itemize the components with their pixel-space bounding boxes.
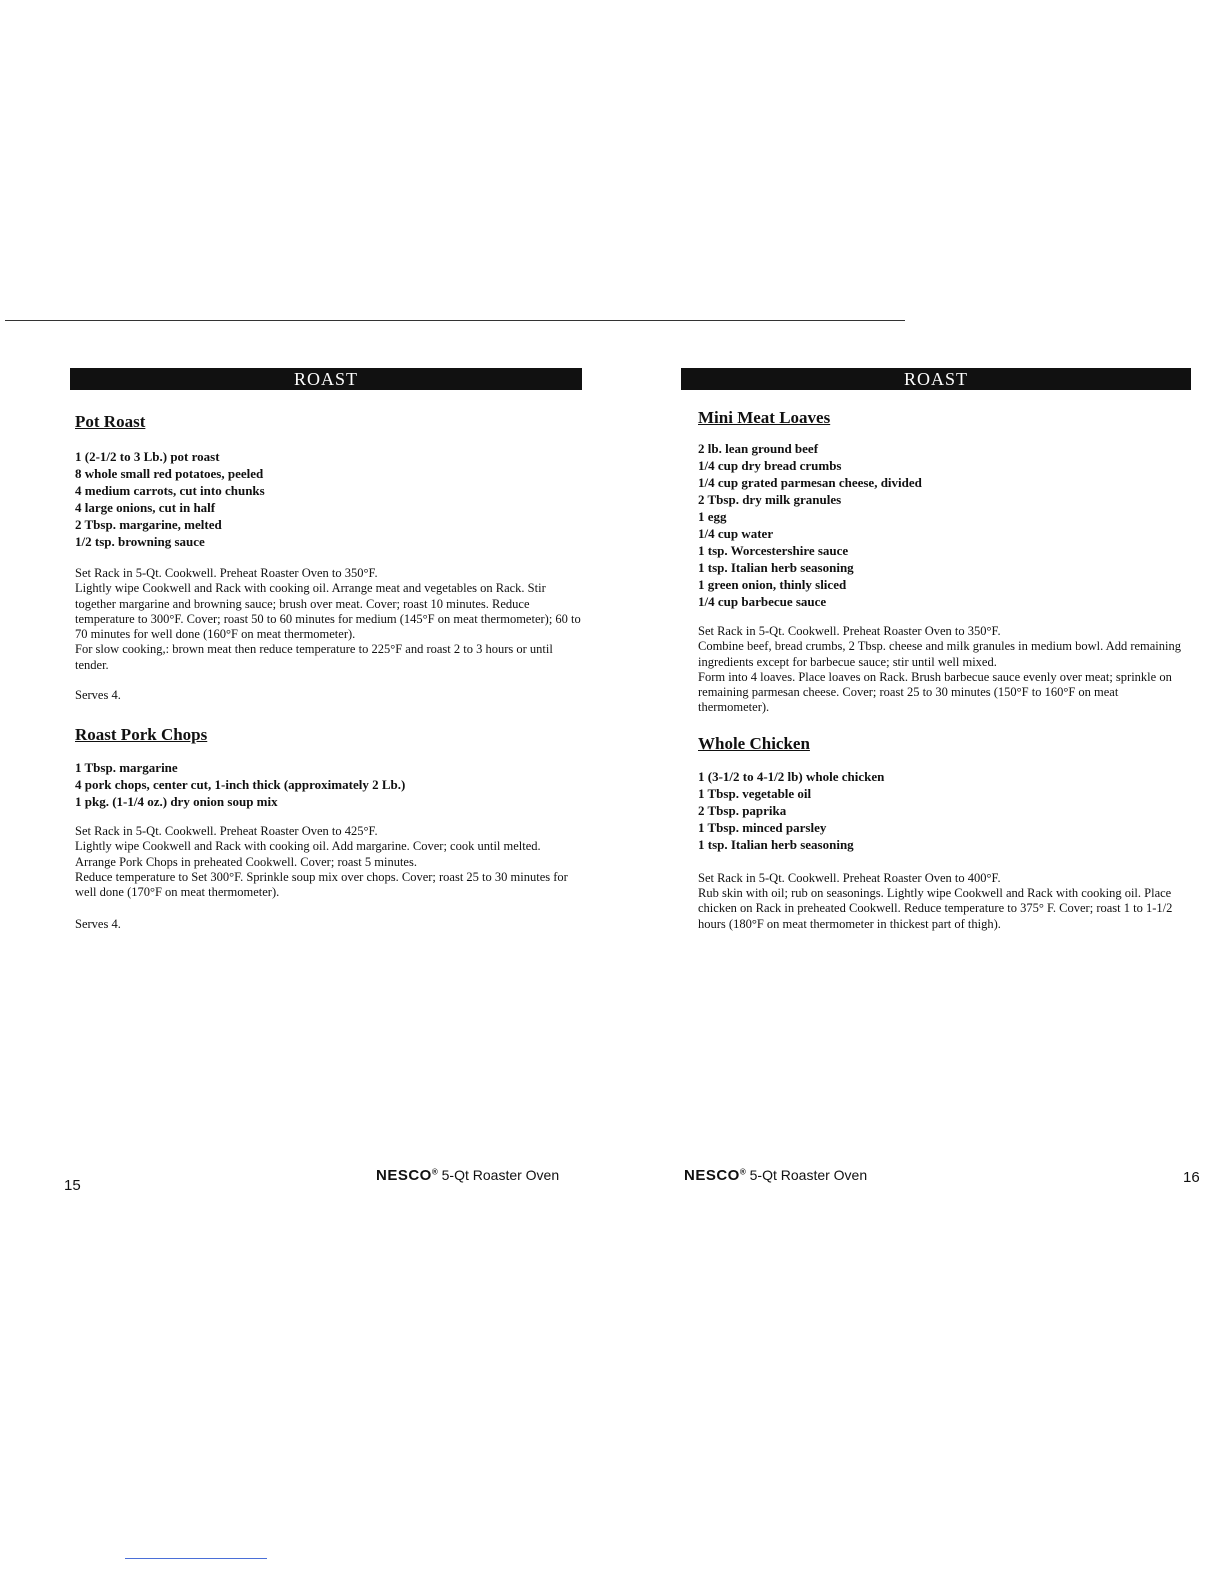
directions [698,871,1191,932]
ingredient-list [698,440,1191,610]
direction-step: Rub skin with oil; rub on seasonings. Lightly wipe Cookwell and Rack with cooking oil. Place chicken on Rack in preheated Cookwell. Reduce temperature to 375° F. Cover; roast 1 to 1-1/2 hours (180°F on meat thermometer in thickest part of thigh). [698,886,1173,931]
ingredient: 1/4 cup water [698,526,774,541]
recipe-pot-roast [75,412,582,703]
ingredient-list [75,448,582,550]
top-rule [5,320,905,321]
directions [75,824,582,900]
ingredient: 4 large onions, cut in half [75,500,216,515]
serves-text: Serves 4. [75,916,121,931]
ingredient: 2 Tbsp. dry milk granules [698,492,842,507]
directions [75,566,582,673]
ingredient: 1 Tbsp. vegetable oil [698,785,812,801]
ingredient: 1 Tbsp. margarine [75,760,178,776]
section-banner: ROAST [681,368,1191,390]
ingredient: 1/2 tsp. browning sauce [75,534,205,549]
direction-step: Arrange Pork Chops in preheated Cookwell. Cover; roast 5 minutes. [75,854,417,869]
footer-right [684,1167,867,1184]
ingredient: 1 green onion, thinly sliced [698,577,847,592]
recipe-whole-chicken [698,734,1191,932]
direction-step: Lightly wipe Cookwell and Rack with cooking oil. Arrange meat and vegetables on Rack. Stir together margarine and browning sauce; brush over meat. Cover; roast 10 minutes. Reduce temperature to 300°F. Cover; roast 50 to 60 minutes for medium (145°F on meat thermometer); 60 to 70 minutes for well done (160°F on meat thermometer). [75,581,581,642]
section-banner: ROAST [70,368,582,390]
direction-step: Set Rack in 5-Qt. Cookwell. Preheat Roaster Oven to 350°F. [698,624,1001,638]
direction-step: For slow cooking,: brown meat then reduce temperature to 225°F and roast 2 to 3 hours or until tender. [75,642,553,672]
ingredient: 4 pork chops, center cut, 1-inch thick (approximately 2 Lb.) [75,777,406,793]
directions [698,624,1191,716]
recipe-roast-pork-chops [75,725,582,931]
brand-name: NESCO [684,1167,740,1184]
ingredient: 4 medium carrots, cut into chunks [75,483,265,498]
registered-mark: ® [739,1167,746,1177]
product-name: 5-Qt Roaster Oven [745,1167,868,1183]
serves-text: Serves 4. [75,688,121,703]
ingredient-list [75,759,582,810]
brand-name: NESCO [376,1167,432,1184]
ingredient: 1 tsp. Worcestershire sauce [698,543,849,558]
ingredient: 2 Tbsp. paprika [698,802,787,818]
ingredient: 1 tsp. Italian herb seasoning [698,836,854,852]
ingredient: 1 pkg. (1-1/4 oz.) dry onion soup mix [75,794,278,810]
direction-step: Set Rack in 5-Qt. Cookwell. Preheat Roaster Oven to 425°F. [75,824,378,839]
direction-step: Reduce temperature to Set 300°F. Sprinkle soup mix over chops. Cover; roast 25 to 30 minutes for well done (170°F on meat thermometer). [75,869,568,900]
ingredient: 1 egg [698,509,727,524]
recipe-title: Whole Chicken [698,733,810,753]
recipe-title: Roast Pork Chops [75,725,208,745]
ingredient: 1 (3-1/2 to 4-1/2 lb) whole chicken [698,768,885,784]
direction-step: Form into 4 loaves. Place loaves on Rack. Brush barbecue sauce evenly over meat; sprinkle on remaining parmesan cheese. Cover; roast 25 to 30 minutes (150°F to 160°F on meat thermometer). [698,669,1172,715]
ingredient: 1/4 cup dry bread crumbs [698,458,842,473]
page-number-left: 15 [64,1177,81,1194]
ingredient-list [698,768,1191,853]
direction-step: Set Rack in 5-Qt. Cookwell. Preheat Roaster Oven to 350°F. [75,566,378,580]
ingredient: 1 (2-1/2 to 3 Lb.) pot roast [75,449,220,464]
page-number-right: 16 [1183,1169,1200,1186]
registered-mark: ® [431,1167,438,1177]
direction-step: Lightly wipe Cookwell and Rack with cooking oil. Add margarine. Cover; cook until melted. [75,839,541,854]
ingredient: 1 tsp. Italian herb seasoning [698,560,854,575]
ingredient: 1 Tbsp. minced parsley [698,819,827,835]
ingredient: 8 whole small red potatoes, peeled [75,466,264,481]
recipe-mini-meat-loaves [698,408,1191,716]
product-name: 5-Qt Roaster Oven [437,1167,560,1183]
direction-step: Set Rack in 5-Qt. Cookwell. Preheat Roaster Oven to 400°F. [698,870,1001,885]
ingredient: 1/4 cup barbecue sauce [698,594,827,609]
left-page [70,368,582,932]
ingredient: 2 lb. lean ground beef [698,441,819,456]
right-page [681,368,1191,932]
recipe-title: Mini Meat Loaves [698,408,831,427]
ingredient: 2 Tbsp. margarine, melted [75,517,222,532]
footer-left [376,1167,559,1184]
ingredient: 1/4 cup grated parmesan cheese, divided [698,475,922,490]
direction-step: Combine beef, bread crumbs, 2 Tbsp. cheese and milk granules in medium bowl. Add remaining ingredients except for barbecue sauce; stir until well mixed. [698,639,1181,669]
bottom-rule [125,1558,267,1559]
recipe-title: Pot Roast [75,412,146,431]
